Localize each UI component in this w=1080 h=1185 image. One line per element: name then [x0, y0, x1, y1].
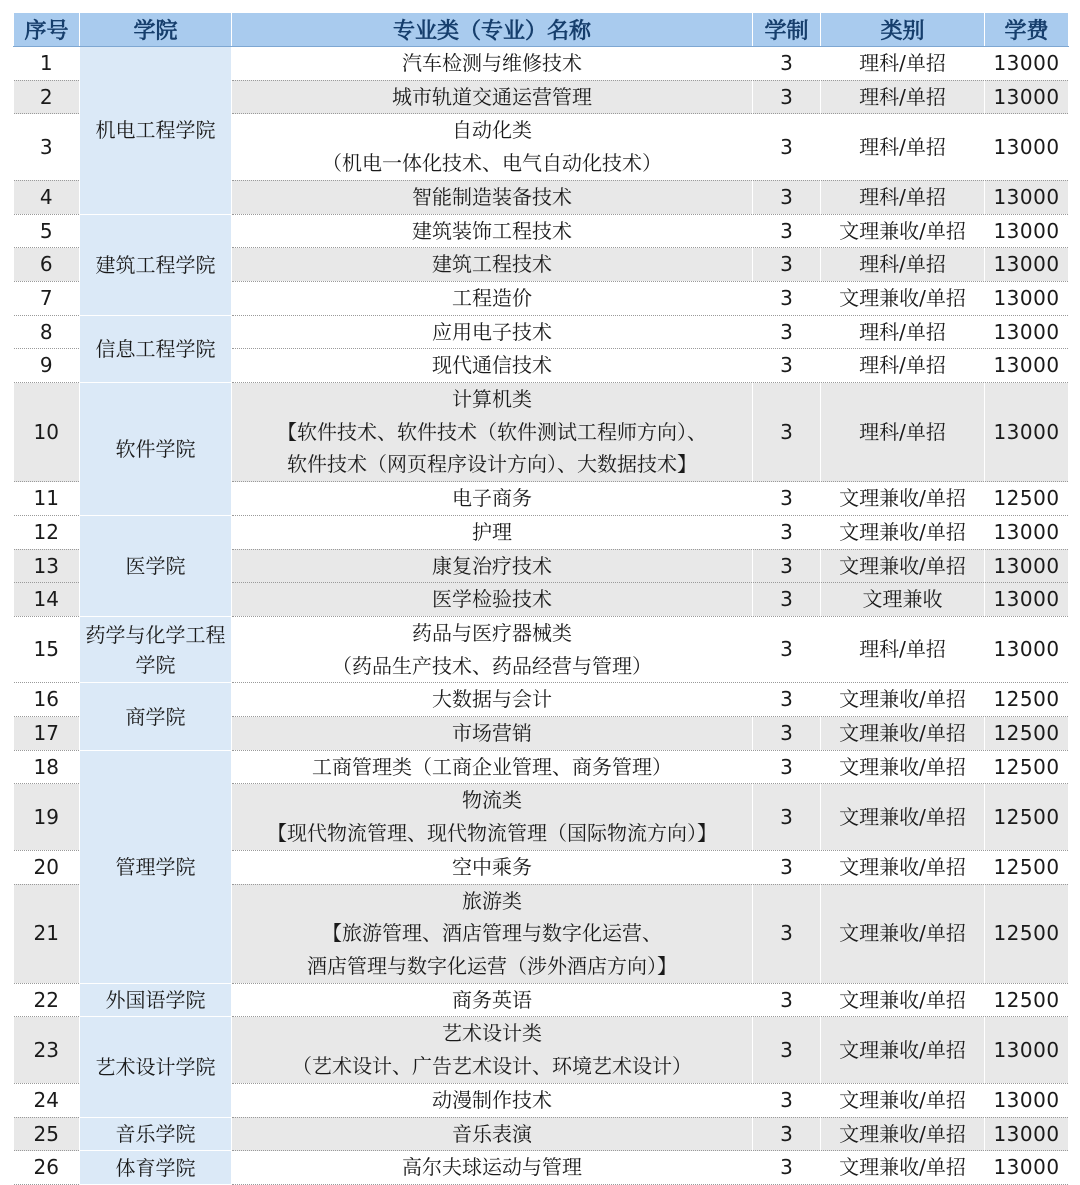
- study-years: 3: [753, 80, 821, 114]
- tuition-fee: 12500: [985, 683, 1069, 717]
- college-name: 音乐学院: [80, 1117, 232, 1151]
- college-name: 药学与化学工程学院: [80, 616, 232, 682]
- admission-category: 理科/单招: [821, 315, 985, 349]
- header-row: [14, 13, 1069, 47]
- major-name: [232, 515, 753, 549]
- table-row: [14, 383, 1069, 482]
- major-name: [232, 1083, 753, 1117]
- major-name-line: 应用电子技术: [432, 319, 552, 344]
- row-number: 10: [14, 383, 80, 482]
- tuition-fee: 13000: [985, 1117, 1069, 1151]
- admission-category: 文理兼收/单招: [821, 515, 985, 549]
- tuition-fee: 13000: [985, 180, 1069, 214]
- study-years: 3: [753, 482, 821, 516]
- row-number: 13: [14, 549, 80, 583]
- major-name: [232, 784, 753, 850]
- table-row: [14, 214, 1069, 248]
- major-name: [232, 549, 753, 583]
- major-name: [232, 180, 753, 214]
- row-number: 20: [14, 850, 80, 884]
- table-row: [14, 315, 1069, 349]
- row-number: 11: [14, 482, 80, 516]
- row-number: 17: [14, 717, 80, 751]
- major-name: [232, 884, 753, 983]
- college-name: 体育学院: [80, 1151, 232, 1185]
- admission-category: 理科/单招: [821, 180, 985, 214]
- tuition-fee: 13000: [985, 515, 1069, 549]
- tuition-fee: 13000: [985, 616, 1069, 682]
- major-name-line: 智能制造装备技术: [412, 184, 572, 209]
- row-number: 6: [14, 248, 80, 282]
- tuition-fee: 13000: [985, 1017, 1069, 1083]
- major-name: [232, 583, 753, 617]
- row-number: 18: [14, 750, 80, 784]
- tuition-fee: 13000: [985, 383, 1069, 482]
- major-name-line: 音乐表演: [452, 1121, 532, 1146]
- tuition-fee: 13000: [985, 281, 1069, 315]
- major-name-line: 医学检验技术: [432, 587, 552, 612]
- table-row: [14, 750, 1069, 784]
- tuition-fee: 13000: [985, 248, 1069, 282]
- major-name: [232, 214, 753, 248]
- admission-category: 文理兼收/单招: [821, 983, 985, 1017]
- major-name-line: （艺术设计、广告艺术设计、环境艺术设计）: [292, 1054, 692, 1079]
- major-name-line: 【旅游管理、酒店管理与数字化运营、: [322, 921, 662, 946]
- study-years: 3: [753, 349, 821, 383]
- admission-category: 文理兼收/单招: [821, 482, 985, 516]
- row-number: 14: [14, 583, 80, 617]
- major-name: [232, 80, 753, 114]
- admission-category: 文理兼收/单招: [821, 281, 985, 315]
- admission-category: 文理兼收/单招: [821, 850, 985, 884]
- header-college: 学院: [80, 13, 232, 47]
- major-name-line: 汽车检测与维修技术: [402, 51, 582, 75]
- major-name-line: 大数据与会计: [432, 687, 552, 712]
- row-number: 7: [14, 281, 80, 315]
- row-number: 22: [14, 983, 80, 1017]
- major-name-line: 城市轨道交通运营管理: [392, 84, 592, 109]
- admission-category: 文理兼收/单招: [821, 750, 985, 784]
- admission-category: 理科/单招: [821, 349, 985, 383]
- study-years: 3: [753, 784, 821, 850]
- header-major: 专业类（专业）名称: [232, 13, 753, 47]
- row-number: 19: [14, 784, 80, 850]
- major-table: [13, 12, 1069, 1185]
- admission-category: 文理兼收/单招: [821, 1151, 985, 1185]
- major-name-line: 护理: [472, 519, 512, 544]
- college-name: 艺术设计学院: [80, 1017, 232, 1117]
- study-years: 3: [753, 1017, 821, 1083]
- major-name-line: 市场营销: [452, 721, 532, 746]
- admission-category: 理科/单招: [821, 383, 985, 482]
- tuition-fee: 13000: [985, 47, 1069, 81]
- tuition-fee: 12500: [985, 750, 1069, 784]
- study-years: 3: [753, 315, 821, 349]
- major-name-line: 动漫制作技术: [432, 1087, 552, 1112]
- major-name-line: 计算机类: [452, 387, 532, 412]
- tuition-fee: 13000: [985, 315, 1069, 349]
- major-name-line: 建筑工程技术: [432, 252, 552, 277]
- major-name-line: 康复治疗技术: [432, 553, 552, 578]
- major-name: [232, 349, 753, 383]
- study-years: 3: [753, 884, 821, 983]
- admission-category: 文理兼收/单招: [821, 717, 985, 751]
- row-number: 12: [14, 515, 80, 549]
- admission-category: 文理兼收/单招: [821, 884, 985, 983]
- tuition-fee: 13000: [985, 80, 1069, 114]
- major-name-line: 艺术设计类: [442, 1021, 542, 1046]
- study-years: 3: [753, 1117, 821, 1151]
- header-no: 序号: [14, 13, 80, 47]
- major-name-line: 酒店管理与数字化运营（涉外酒店方向）】: [307, 953, 677, 978]
- study-years: 3: [753, 180, 821, 214]
- tuition-fee: 13000: [985, 583, 1069, 617]
- study-years: 3: [753, 214, 821, 248]
- table-row: [14, 1151, 1069, 1185]
- major-name-line: 软件技术（网页程序设计方向）、大数据技术】: [287, 452, 697, 477]
- major-name: [232, 315, 753, 349]
- major-name: [232, 983, 753, 1017]
- row-number: 15: [14, 616, 80, 682]
- major-name: [232, 1151, 753, 1185]
- admission-category: 理科/单招: [821, 80, 985, 114]
- major-name-line: 现代通信技术: [432, 353, 552, 378]
- admission-category: 理科/单招: [821, 248, 985, 282]
- major-name: [232, 750, 753, 784]
- header-fee: 学费: [985, 13, 1069, 47]
- major-name-line: （药品生产技术、药品经营与管理）: [332, 653, 652, 678]
- row-number: 25: [14, 1117, 80, 1151]
- table-row: [14, 616, 1069, 682]
- major-name-line: 物流类: [462, 788, 522, 813]
- study-years: 3: [753, 583, 821, 617]
- table-row: [14, 47, 1069, 81]
- tuition-fee: 13000: [985, 1083, 1069, 1117]
- college-name: 外国语学院: [80, 983, 232, 1017]
- table-row: [14, 983, 1069, 1017]
- tuition-fee: 13000: [985, 1151, 1069, 1185]
- college-name: 医学院: [80, 515, 232, 616]
- admission-category: 文理兼收/单招: [821, 683, 985, 717]
- major-name: [232, 616, 753, 682]
- row-number: 2: [14, 80, 80, 114]
- major-name-line: 建筑装饰工程技术: [412, 218, 572, 243]
- admission-category: 文理兼收: [821, 583, 985, 617]
- major-name-line: 高尔夫球运动与管理: [402, 1155, 582, 1180]
- major-name: [232, 482, 753, 516]
- header-category: 类别: [821, 13, 985, 47]
- study-years: 3: [753, 515, 821, 549]
- admission-category: 文理兼收/单招: [821, 1017, 985, 1083]
- major-name-line: （机电一体化技术、电气自动化技术）: [322, 151, 662, 176]
- row-number: 1: [14, 47, 80, 81]
- table-row: [14, 1117, 1069, 1151]
- row-number: 5: [14, 214, 80, 248]
- study-years: 3: [753, 281, 821, 315]
- study-years: 3: [753, 850, 821, 884]
- major-name: [232, 683, 753, 717]
- study-years: 3: [753, 1083, 821, 1117]
- tuition-fee: 12500: [985, 482, 1069, 516]
- admission-category: 文理兼收/单招: [821, 1083, 985, 1117]
- study-years: 3: [753, 383, 821, 482]
- college-name: 机电工程学院: [80, 47, 232, 215]
- row-number: 9: [14, 349, 80, 383]
- major-name-line: 【软件技术、软件技术（软件测试工程师方向）、: [277, 419, 707, 444]
- tuition-fee: 12500: [985, 717, 1069, 751]
- table-body: [14, 47, 1069, 1185]
- table-row: [14, 515, 1069, 549]
- major-name: [232, 248, 753, 282]
- table-row: [14, 1017, 1069, 1083]
- admission-category: 文理兼收/单招: [821, 1117, 985, 1151]
- row-number: 16: [14, 683, 80, 717]
- college-name: 管理学院: [80, 750, 232, 983]
- major-name-line: 药品与医疗器械类: [412, 620, 572, 645]
- major-name: [232, 850, 753, 884]
- major-name: [232, 1117, 753, 1151]
- tuition-fee: 12500: [985, 884, 1069, 983]
- study-years: 3: [753, 1151, 821, 1185]
- admission-category: 理科/单招: [821, 114, 985, 180]
- header-years: 学制: [753, 13, 821, 47]
- study-years: 3: [753, 616, 821, 682]
- major-name-line: 旅游类: [462, 888, 522, 913]
- major-name-line: 电子商务: [452, 486, 532, 511]
- college-name: 软件学院: [80, 383, 232, 516]
- row-number: 24: [14, 1083, 80, 1117]
- row-number: 23: [14, 1017, 80, 1083]
- college-name: 建筑工程学院: [80, 214, 232, 315]
- study-years: 3: [753, 114, 821, 180]
- study-years: 3: [753, 248, 821, 282]
- major-name: [232, 114, 753, 180]
- major-name: [232, 1017, 753, 1083]
- admission-category: 理科/单招: [821, 616, 985, 682]
- major-name-line: 工程造价: [452, 285, 532, 310]
- major-name: [232, 47, 753, 81]
- admission-category: 文理兼收/单招: [821, 214, 985, 248]
- row-number: 4: [14, 180, 80, 214]
- admission-category: 文理兼收/单招: [821, 784, 985, 850]
- major-name: [232, 281, 753, 315]
- tuition-fee: 12500: [985, 850, 1069, 884]
- study-years: 3: [753, 47, 821, 81]
- tuition-fee: 12500: [985, 784, 1069, 850]
- major-name-line: 自动化类: [452, 118, 532, 143]
- major-name: [232, 383, 753, 482]
- college-name: 信息工程学院: [80, 315, 232, 382]
- major-name: [232, 717, 753, 751]
- study-years: 3: [753, 717, 821, 751]
- row-number: 21: [14, 884, 80, 983]
- study-years: 3: [753, 683, 821, 717]
- admission-category: 文理兼收/单招: [821, 549, 985, 583]
- major-name-line: 工商管理类（工商企业管理、商务管理）: [312, 754, 672, 779]
- tuition-fee: 13000: [985, 114, 1069, 180]
- row-number: 3: [14, 114, 80, 180]
- tuition-fee: 13000: [985, 549, 1069, 583]
- study-years: 3: [753, 549, 821, 583]
- college-name: 商学院: [80, 683, 232, 750]
- admission-category: 理科/单招: [821, 47, 985, 81]
- tuition-fee: 13000: [985, 349, 1069, 383]
- tuition-fee: 13000: [985, 214, 1069, 248]
- row-number: 26: [14, 1151, 80, 1185]
- study-years: 3: [753, 983, 821, 1017]
- row-number: 8: [14, 315, 80, 349]
- major-name-line: 商务英语: [452, 987, 532, 1012]
- major-name-line: 【现代物流管理、现代物流管理（国际物流方向）】: [267, 821, 717, 846]
- tuition-fee: 12500: [985, 983, 1069, 1017]
- major-name-line: 空中乘务: [452, 854, 532, 879]
- table-row: [14, 683, 1069, 717]
- study-years: 3: [753, 750, 821, 784]
